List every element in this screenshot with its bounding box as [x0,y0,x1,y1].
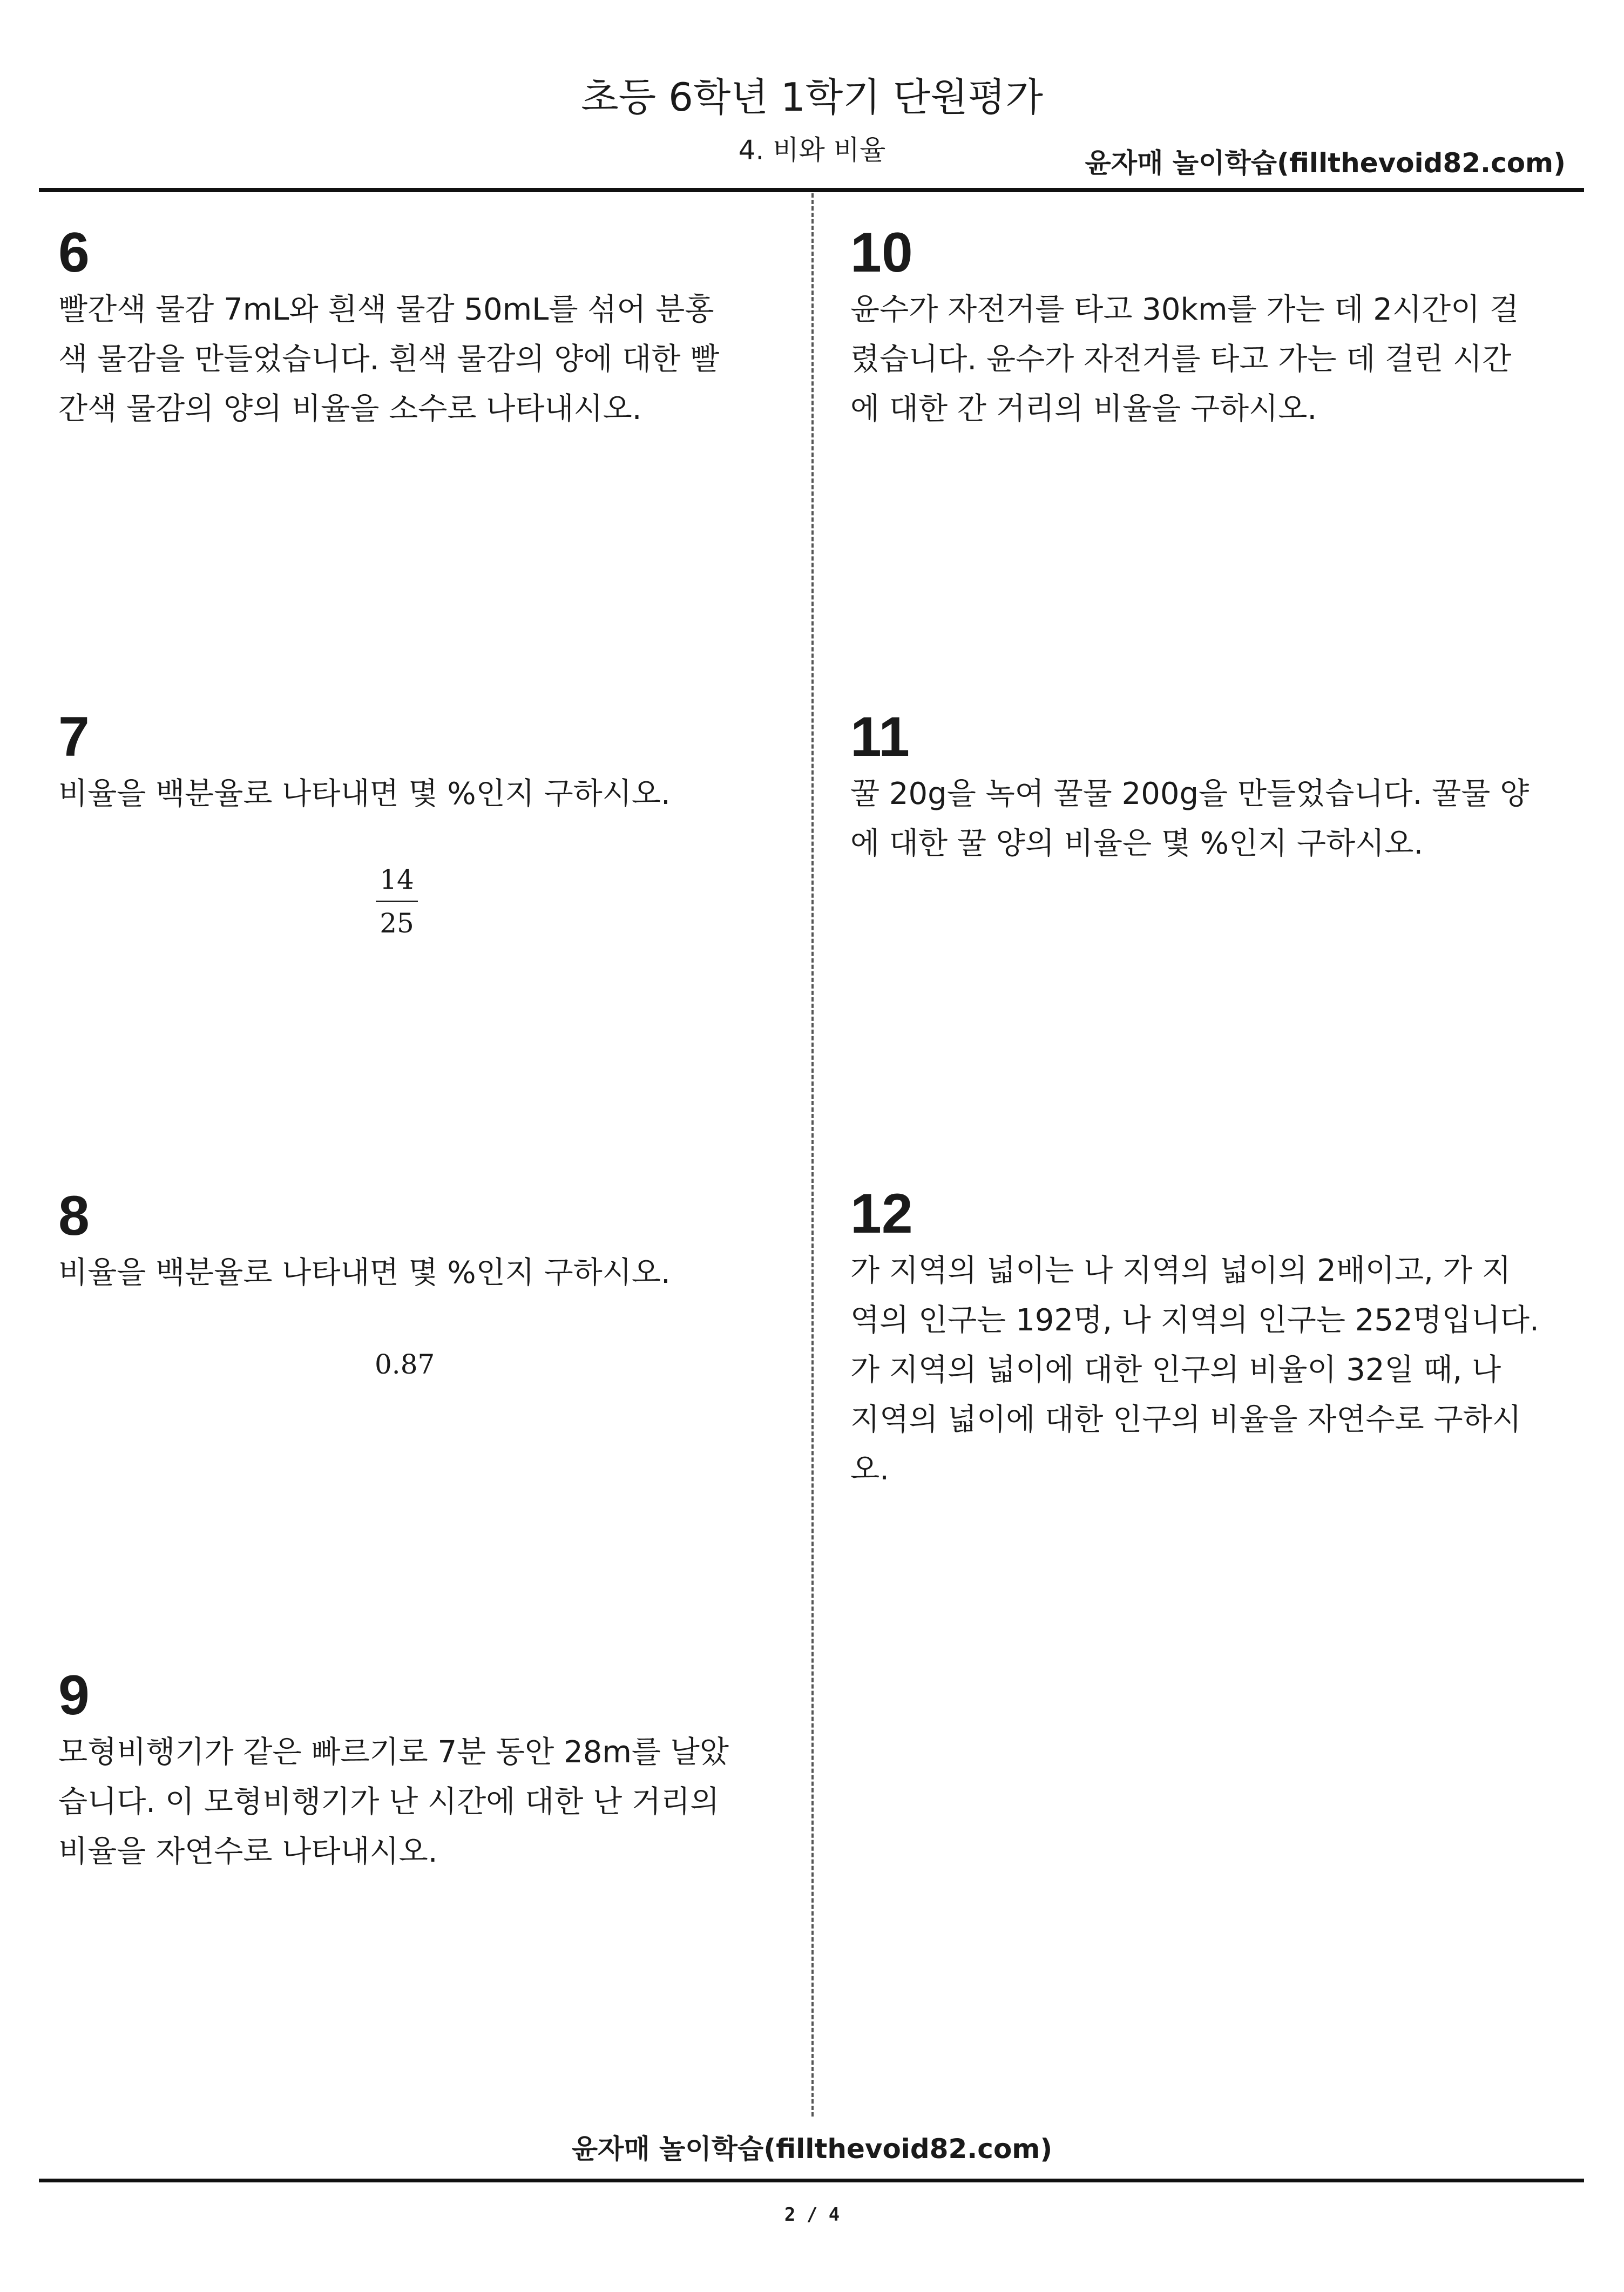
footer-brand: 윤자매 놀이학습(fillthevoid82.com) [571,2133,1053,2165]
column-divider [811,193,814,2117]
question-line: 윤수가 자전거를 타고 30km를 가는 데 2시간이 걸 [850,292,1519,327]
question-7 [58,705,782,819]
question-line: 비율을 자연수로 나타내시오. [58,1834,438,1869]
question-11 [850,705,1574,869]
question-line: 모형비행기가 같은 빠르기로 7분 동안 28m를 날았 [58,1735,729,1770]
question-9 [58,1663,782,1877]
question-line: 습니다. 이 모형비행기가 난 시간에 대한 난 거리의 [58,1784,720,1820]
question-number: 6 [58,221,90,284]
question-line: 꿀 20g을 녹여 꿀물 200g을 만들었습니다. 꿀물 양 [850,776,1530,812]
footer-rule [39,2179,1584,2182]
question-number: 10 [850,221,913,284]
question-number: 11 [850,706,910,768]
question-line: 에 대한 간 거리의 비율을 구하시오. [850,391,1317,427]
header-brand: 윤자매 놀이학습(fillthevoid82.com) [1085,147,1566,179]
question-line: 빨간색 물감 7mL와 흰색 물감 50mL를 섞어 분홍 [58,292,714,327]
question-line: 역의 인구는 192명, 나 지역의 인구는 252명입니다. [850,1303,1539,1338]
page-number: 2 / 4 [784,2204,840,2226]
unit-subtitle: 4. 비와 비율 [738,134,886,166]
fraction-expression [376,864,418,939]
question-number: 9 [58,1664,90,1727]
page-title: 초등 6학년 1학기 단원평가 [581,75,1043,120]
question-number: 8 [58,1185,90,1247]
fraction-numerator: 14 [380,864,414,895]
question-line: 색 물감을 만들었습니다. 흰색 물감의 양에 대한 빨 [58,342,720,377]
decimal-expression: 0.87 [375,1349,435,1380]
question-line: 오. [850,1452,889,1487]
question-line: 비율을 백분율로 나타내면 몇 %인지 구하시오. [58,1255,671,1290]
question-6 [58,220,782,434]
question-line: 간색 물감의 양의 비율을 소수로 나타내시오. [58,391,642,427]
fraction-denominator: 25 [380,908,414,939]
question-number: 12 [850,1182,913,1245]
question-line: 에 대한 꿀 양의 비율은 몇 %인지 구하시오. [850,826,1424,861]
question-line: 비율을 백분율로 나타내면 몇 %인지 구하시오. [58,776,671,812]
question-line: 렸습니다. 윤수가 자전거를 타고 가는 데 걸린 시간 [850,342,1512,377]
header-rule [39,188,1584,192]
question-line: 가 지역의 넓이는 나 지역의 넓이의 2배이고, 가 지 [850,1253,1511,1288]
question-line: 지역의 넓이에 대한 인구의 비율을 자연수로 구하시 [850,1402,1521,1437]
question-12 [850,1181,1574,1495]
question-8 [58,1184,782,1298]
question-10 [850,220,1574,434]
fraction-bar [376,901,418,902]
question-number: 7 [58,706,90,768]
question-line: 가 지역의 넓이에 대한 인구의 비율이 32일 때, 나 [850,1353,1501,1388]
